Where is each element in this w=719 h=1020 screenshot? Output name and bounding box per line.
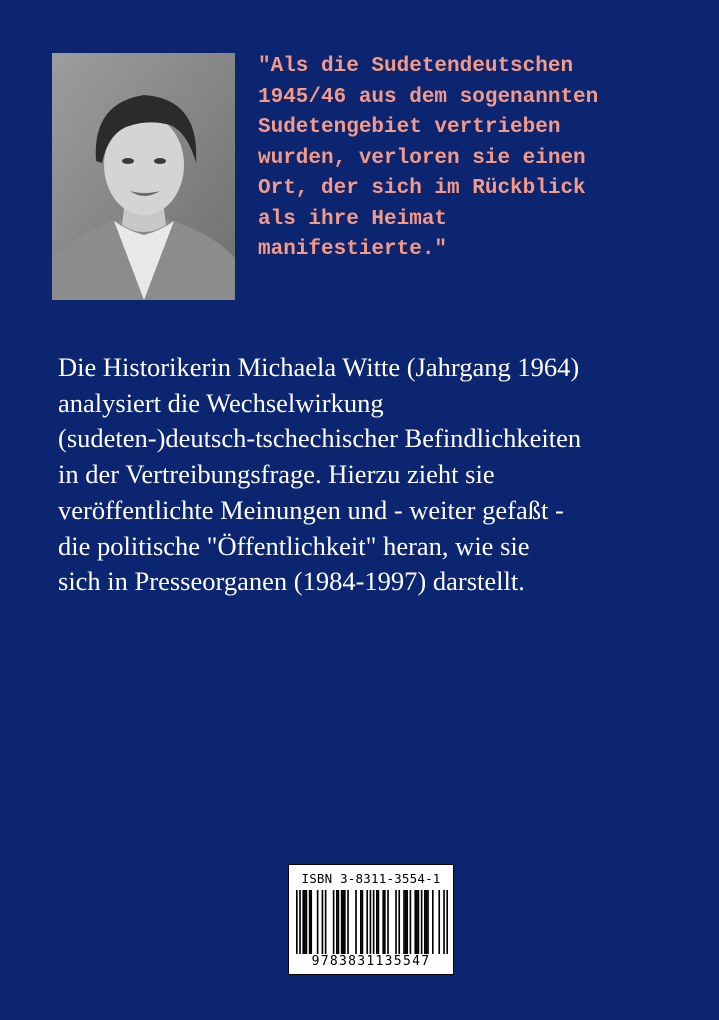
barcode-bar <box>438 890 440 954</box>
barcode-bar <box>418 890 420 954</box>
isbn-barcode <box>288 864 454 975</box>
barcode-bar <box>416 890 418 954</box>
barcode-bar <box>310 890 312 954</box>
barcode-bar <box>325 890 327 954</box>
book-description: Die Historikerin Michaela Witte (Jahrgang 1964) analysiert die Wechselwirkung (sudeten-)deutsch-tschechischer Befindlichkeiten in der Vertreibungsfrage. Hierzu zieht sie veröffentlichte Meinungen und - weiter gefaßt - die politische "Öffentlichkeit" heran, wie sie sich in Presseorganen (1984-1997) darstellt. <box>58 352 582 597</box>
barcode-bars <box>296 890 448 954</box>
barcode-bar <box>426 890 428 954</box>
barcode-bar <box>338 890 340 954</box>
barcode-bar <box>378 890 380 954</box>
barcode-bar <box>302 890 304 954</box>
barcode-bar <box>405 890 407 954</box>
barcode-bar <box>344 890 346 954</box>
barcode-bar <box>414 890 416 954</box>
barcode-bar <box>410 890 412 954</box>
barcode-bar <box>341 890 343 954</box>
barcode-bar <box>355 890 357 954</box>
pull-quote: "Als die Sudetendeutschen 1945/46 aus dem sogenannten Sudetengebiet vertrieben wurden, verloren sie einen Ort, der sich im Rückblick als ihre Heimat manifestierte." <box>258 55 599 261</box>
barcode-bar <box>370 890 372 954</box>
barcode-bar <box>360 890 362 954</box>
barcode-bar <box>296 890 298 954</box>
barcode-bar <box>424 890 426 954</box>
barcode-bar <box>309 890 311 954</box>
barcode-bar <box>322 890 324 954</box>
barcode-bar <box>342 890 344 954</box>
barcode-bar <box>317 890 319 954</box>
isbn-label: ISBN 3-8311-3554-1 <box>301 871 441 886</box>
barcode-bar <box>395 890 397 954</box>
barcode-bar <box>366 890 368 954</box>
barcode-bar <box>373 890 375 954</box>
author-photo <box>52 53 235 300</box>
barcode-bar <box>443 890 445 954</box>
barcode-bar <box>384 890 386 954</box>
barcode-bar <box>299 890 301 954</box>
barcode-bar <box>387 890 389 954</box>
barcode-bar <box>304 890 306 954</box>
barcode-bar <box>406 890 408 954</box>
barcode-bar <box>376 890 378 954</box>
barcode-bar <box>306 890 308 954</box>
barcode-bar <box>333 890 335 954</box>
barcode-bar <box>336 890 338 954</box>
barcode-bar <box>432 890 434 954</box>
ean-digits: 9783831135547 <box>311 954 431 969</box>
barcode-bar <box>427 890 429 954</box>
author-portrait-image <box>52 53 235 300</box>
barcode-bar <box>421 890 423 954</box>
barcode-bar <box>446 890 448 954</box>
barcode-bar <box>398 890 400 954</box>
barcode-bar <box>403 890 405 954</box>
barcode-bar <box>347 890 349 954</box>
barcode-bar <box>382 890 384 954</box>
barcode-bar <box>362 890 364 954</box>
